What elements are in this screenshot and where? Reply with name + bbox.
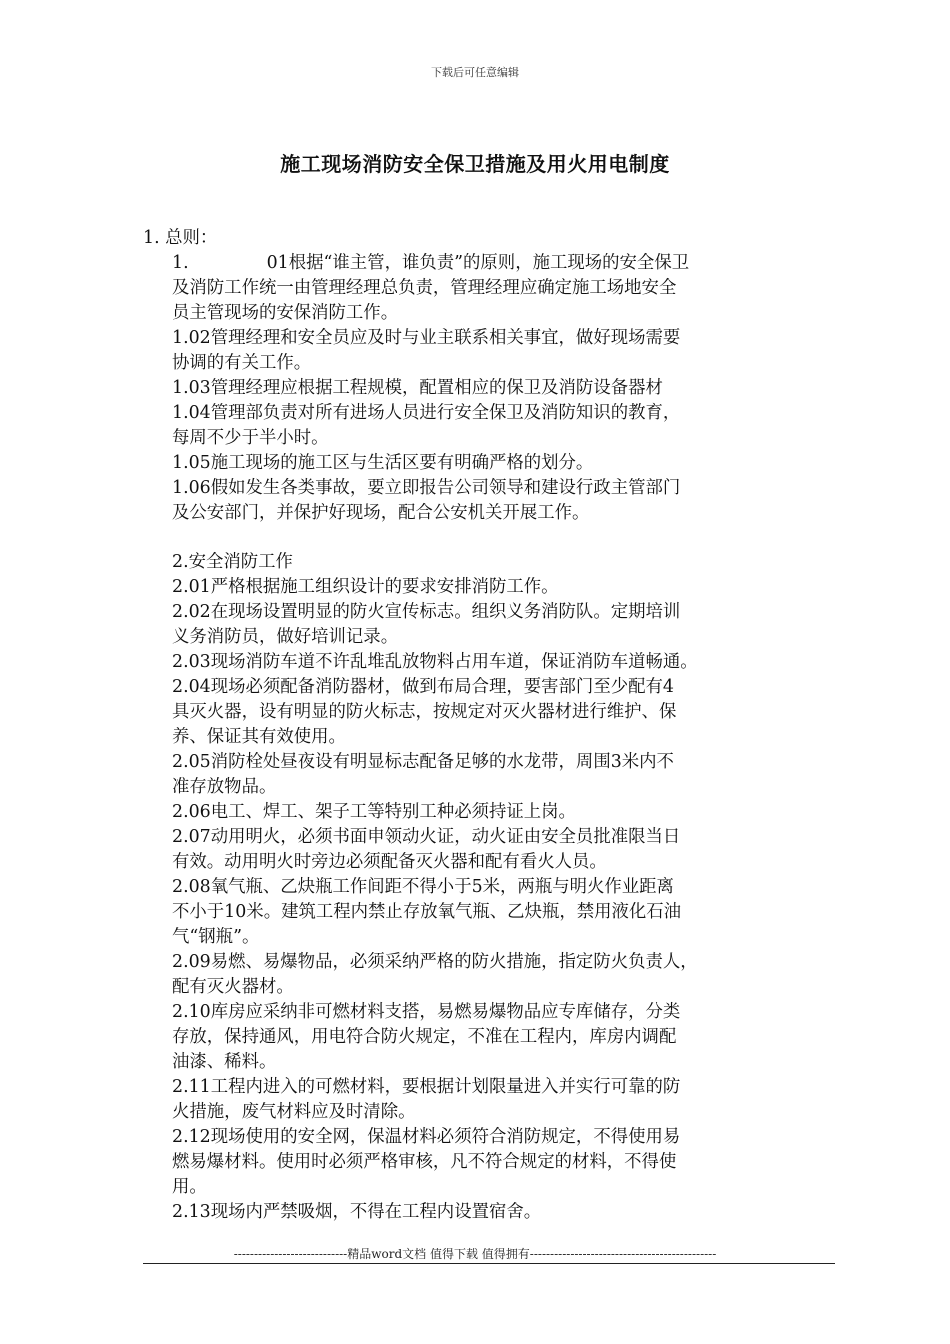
section-2-line: 2.02在现场设置明显的防火宣传标志。组织义务消防队。定期培训 (172, 602, 681, 622)
document-title: 施工现场消防安全保卫措施及用火用电制度 (280, 152, 670, 176)
paragraph-spacer (0, 526, 950, 550)
item-text-fragment: 01根据“谁主管，谁负责”的原则，施工现场的安全保卫 (266, 253, 690, 273)
section-1-line: 1.04管理部负责对所有进场人员进行安全保卫及消防知识的教育， (172, 403, 681, 423)
document-body (0, 226, 950, 1225)
section-2-line: 2.07动用明火，必须书面申领动火证，动火证由安全员批准限当日 (172, 827, 681, 847)
item-number-fragment: 1. (172, 253, 189, 273)
section-2-line: 用。 (172, 1177, 207, 1197)
section-2-line: 燃易爆材料。使用时必须严格审核，凡不符合规定的材料，不得使 (172, 1152, 677, 1172)
section-2-line: 2.03现场消防车道不许乱堆乱放物料占用车道，保证消防车道畅通。 (172, 652, 698, 672)
section-2-line: 义务消防员，做好培训记录。 (172, 627, 399, 647)
page-footer-note: ----------------------------精品word文档 值得下载 值得拥有---------------------------------------------- (233, 1247, 717, 1261)
section-1-line: 每周不少于半小时。 (172, 428, 329, 448)
section-1-line: 员主管现场的安保消防工作。 (172, 303, 399, 323)
section-2-line: 气“钢瓶”。 (172, 927, 260, 947)
section-1-line: 及消防工作统一由管理经理总负责，管理经理应确定施工场地安全 (172, 278, 677, 298)
section-2-line: 有效。动用明火时旁边必须配备灭火器和配有看火人员。 (172, 852, 607, 872)
section-2-line: 2.04现场必须配备消防器材，做到布局合理，要害部门至少配有4 (172, 677, 674, 697)
section-1-line (0, 251, 950, 276)
section-2-line: 2.05消防栓处昼夜设有明显标志配备足够的水龙带，周围3米内不 (172, 752, 674, 772)
section-2-line: 2.13现场内严禁吸烟，不得在工程内设置宿舍。 (172, 1202, 542, 1222)
section-2-line: 2.12现场使用的安全网，保温材料必须符合消防规定，不得使用易 (172, 1127, 681, 1147)
section-2-line: 火措施，废气材料应及时清除。 (172, 1102, 416, 1122)
section-2-line: 不小于10米。建筑工程内禁止存放氧气瓶、乙炔瓶，禁用液化石油 (172, 902, 682, 922)
section-1-line: 协调的有关工作。 (172, 353, 312, 373)
section-2-line: 油漆、稀料。 (172, 1052, 277, 1072)
section-2-line: 2.06电工、焊工、架子工等特别工种必须持证上岗。 (172, 802, 576, 822)
section-2-line: 具灭火器，设有明显的防火标志，按规定对灭火器材进行维护、保 (172, 702, 677, 722)
section-2-line: 存放，保持通风，用电符合防火规定，不准在工程内，库房内调配 (172, 1027, 677, 1047)
section-1-line: 1.03管理经理应根据工程规模，配置相应的保卫及消防设备器材 (172, 378, 663, 398)
section-1-line: 及公安部门，并保护好现场，配合公安机关开展工作。 (172, 503, 590, 523)
section-2-line: 准存放物品。 (172, 777, 277, 797)
section-2-line: 2.09易燃、易爆物品，必须采纳严格的防火措施，指定防火负责人， (172, 952, 698, 972)
section-2-heading: 2.安全消防工作 (172, 552, 293, 572)
section-1-heading: 1. 总则： (143, 228, 218, 248)
section-2-line: 2.10库房应采纳非可燃材料支搭，易燃易爆物品应专库储存，分类 (172, 1002, 681, 1022)
section-2-line: 2.08氧气瓶、乙炔瓶工作间距不得小于5米，两瓶与明火作业距离 (172, 877, 674, 897)
section-2-line: 2.01严格根据施工组织设计的要求安排消防工作。 (172, 577, 559, 597)
section-1-line: 1.05施工现场的施工区与生活区要有明确严格的划分。 (172, 453, 594, 473)
footer-divider (143, 1263, 835, 1264)
section-1-line: 1.02管理经理和安全员应及时与业主联系相关事宜，做好现场需要 (172, 328, 681, 348)
section-2-line: 配有灭火器材。 (172, 977, 294, 997)
page-header-note: 下载后可任意编辑 (431, 66, 519, 79)
section-1-line: 1.06假如发生各类事故，要立即报告公司领导和建设行政主管部门 (172, 478, 681, 498)
section-2-line: 养、保证其有效使用。 (172, 727, 346, 747)
section-2-line: 2.11工程内进入的可燃材料，要根据计划限量进入并实行可靠的防 (172, 1077, 681, 1097)
